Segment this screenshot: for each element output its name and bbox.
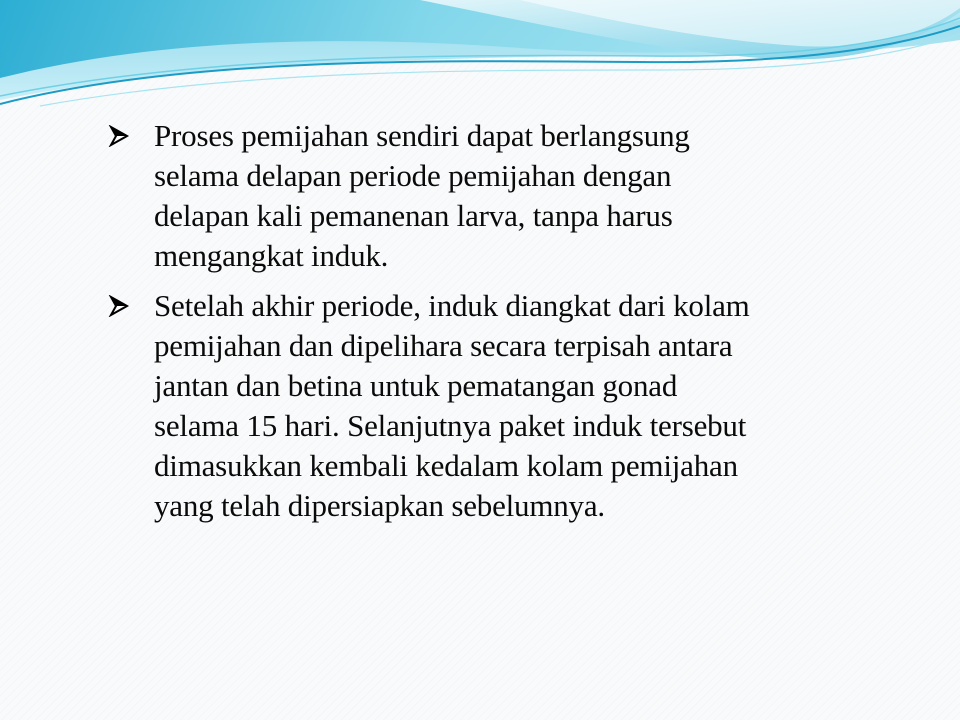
text-line: mengangkat induk. <box>154 238 389 273</box>
header-wave-decoration <box>0 0 960 120</box>
text-line: selama 15 hari. Selanjutnya paket induk tersebut <box>154 408 747 443</box>
text-line: Proses pemijahan sendiri dapat berlangsung <box>154 118 690 153</box>
bullet-text <box>154 286 894 526</box>
bullet-item <box>108 286 908 526</box>
text-line: jantan dan betina untuk pematangan gonad <box>154 368 678 403</box>
text-line: Setelah akhir periode, induk diangkat dari kolam <box>154 288 750 323</box>
bullet-item <box>108 116 908 276</box>
bullet-list <box>108 116 908 526</box>
text-line: delapan kali pemanenan larva, tanpa harus <box>154 198 673 233</box>
arrow-bullet-icon <box>108 116 154 156</box>
text-line: pemijahan dan dipelihara secara terpisah antara <box>154 328 733 363</box>
bullet-content <box>108 116 908 536</box>
text-line: yang telah dipersiapkan sebelumnya. <box>154 488 605 523</box>
text-line: selama delapan periode pemijahan dengan <box>154 158 672 193</box>
bullet-text <box>154 116 894 276</box>
text-line: dimasukkan kembali kedalam kolam pemijahan <box>154 448 738 483</box>
arrow-bullet-icon <box>108 286 154 326</box>
